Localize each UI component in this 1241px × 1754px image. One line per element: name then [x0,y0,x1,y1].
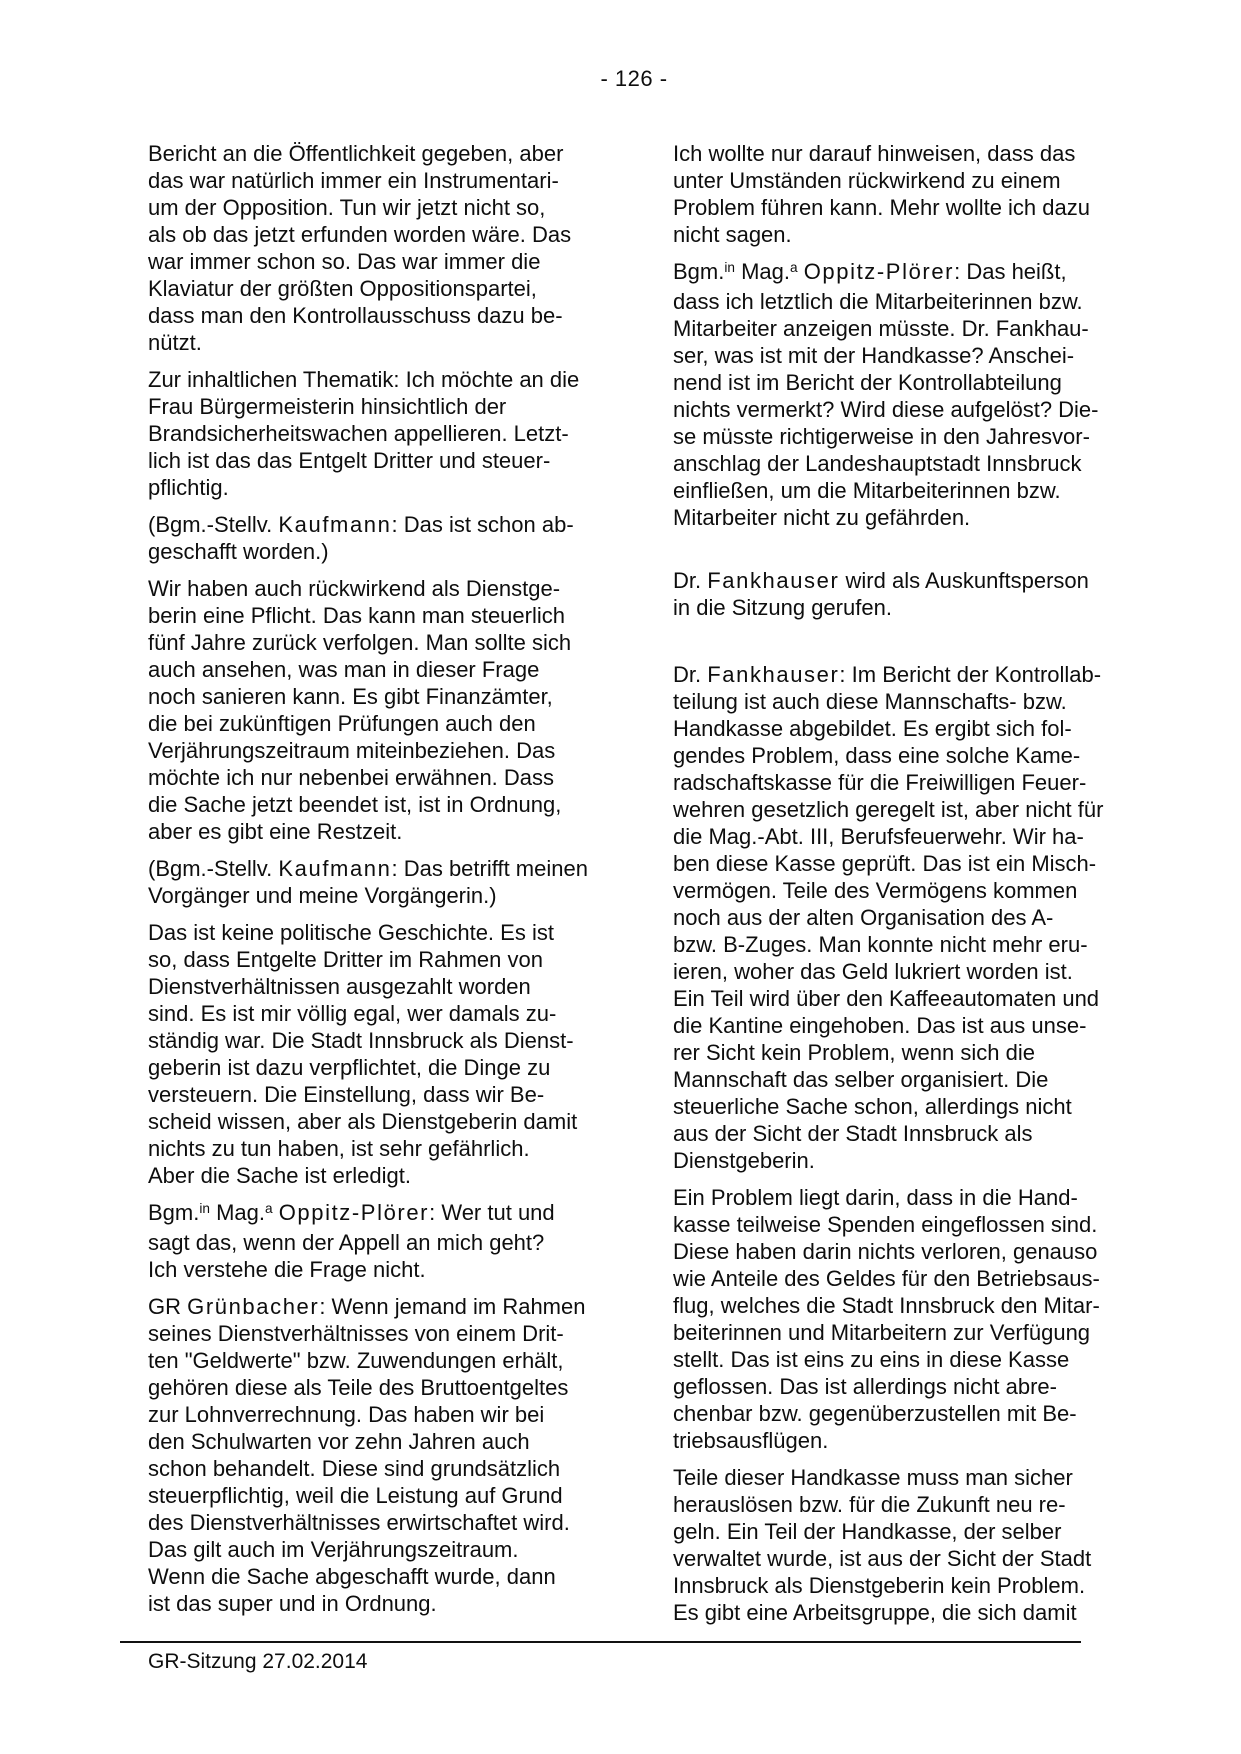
text-line: Bericht an die Öffentlichkeit gegeben, aber [148,141,564,166]
text-line: sind. Es ist mir völlig egal, wer damals zu- [148,1001,557,1026]
text-line: geschafft worden.) [148,539,329,564]
text-column-right [673,140,1121,1636]
paragraph [148,919,600,1189]
text-line: Diese haben darin nichts verloren, genauso [673,1239,1098,1264]
text-line: (Bgm.-Stellv. Kaufmann: Das ist schon ab- [148,512,574,537]
letterspaced-name: Fankhauser [707,662,840,687]
text-line: ten "Geldwerte" bzw. Zuwendungen erhält, [148,1348,564,1373]
text-line: Mitarbeiter anzeigen müsste. Dr. Fankhau- [673,316,1089,341]
text-line: scheid wissen, aber als Dienstgeberin damit [148,1109,578,1134]
paragraph [148,855,600,909]
text-line: Vorgänger und meine Vorgängerin.) [148,883,497,908]
text-line: geln. Ein Teil der Handkasse, der selber [673,1519,1062,1544]
text-line: aber es gibt eine Restzeit. [148,819,403,844]
text-line: se müsste richtigerweise in den Jahresvor- [673,424,1090,449]
text-line: Teile dieser Handkasse muss man sicher [673,1465,1073,1490]
text-line: Das ist keine politische Geschichte. Es ist [148,920,554,945]
text-line: ständig war. Die Stadt Innsbruck als Dienst- [148,1028,574,1053]
text-line: des Dienstverhältnisses erwirtschaftet wird. [148,1510,570,1535]
text-line: dass ich letztlich die Mitarbeiterinnen bzw. [673,289,1083,314]
text-line: schon behandelt. Diese sind grundsätzlich [148,1456,561,1481]
text-line: die Mag.-Abt. III, Berufsfeuerwehr. Wir ha- [673,824,1084,849]
letterspaced-name: Oppitz-Plörer [803,259,955,284]
text-line: bzw. B-Zuges. Man konnte nicht mehr eru- [673,932,1088,957]
text-line: noch aus der alten Organisation des A- [673,905,1054,930]
paragraph [673,661,1121,1174]
text-line: einfließen, um die Mitarbeiterinnen bzw. [673,478,1061,503]
text-line: herauslösen bzw. für die Zukunft neu re- [673,1492,1066,1517]
paragraph [148,1199,600,1283]
text-line: chenbar bzw. gegenüberzustellen mit Be- [673,1401,1077,1426]
text-line: nützt. [148,330,202,355]
text-line: ieren, woher das Geld lukriert worden ist. [673,959,1073,984]
text-line: Es gibt eine Arbeitsgruppe, die sich damit [673,1600,1077,1625]
text-line: auch ansehen, was man in dieser Frage [148,657,540,682]
text-line: das war natürlich immer ein Instrumentari- [148,168,559,193]
text-line: Wir haben auch rückwirkend als Dienstge- [148,576,561,601]
superscript: a [790,260,798,276]
text-line: fünf Jahre zurück verfolgen. Man sollte sich [148,630,572,655]
text-line: Aber die Sache ist erledigt. [148,1163,411,1188]
text-line: noch sanieren kann. Es gibt Finanzämter, [148,684,553,709]
text-line: radschaftskasse für die Freiwilligen Feuer- [673,770,1087,795]
stage-direction-paragraph [673,567,1121,621]
text-line: rer Sicht kein Problem, wenn sich die [673,1040,1035,1065]
superscript: in [724,260,735,276]
text-line: Ein Teil wird über den Kaffeeautomaten und [673,986,1100,1011]
text-line: versteuern. Die Einstellung, dass wir Be- [148,1082,545,1107]
paragraph [148,366,600,501]
text-line: (Bgm.-Stellv. Kaufmann: Das betrifft meinen [148,856,588,881]
text-line: war immer schon so. Das war immer die [148,249,541,274]
text-line: Wenn die Sache abgeschafft wurde, dann [148,1564,556,1589]
text-line: Zur inhaltlichen Thematik: Ich möchte an die [148,367,580,392]
text-line: Handkasse abgebildet. Es ergibt sich fol- [673,716,1072,741]
paragraph [673,140,1121,248]
text-line: beiterinnen und Mitarbeitern zur Verfügung [673,1320,1091,1345]
paragraph [673,1184,1121,1454]
text-line: dass man den Kontrollausschuss dazu be- [148,303,563,328]
text-line: so, dass Entgelte Dritter im Rahmen von [148,947,543,972]
text-line: als ob das jetzt erfunden worden wäre. Das [148,222,572,247]
paragraph [148,1293,600,1617]
text-line: Innsbruck als Dienstgeberin kein Problem. [673,1573,1086,1598]
text-line: Ein Problem liegt darin, dass in die Hand- [673,1185,1078,1210]
text-line: Bgm.$^{in}$ Mag.$^a$ Oppitz-Plörer: Das heißt, [673,259,1067,284]
text-line: die Kantine eingehoben. Das ist aus unse- [673,1013,1087,1038]
text-line: pflichtig. [148,475,229,500]
letterspaced-name: Oppitz-Plörer [278,1200,430,1225]
text-line: Dienstgeberin. [673,1148,815,1173]
paragraph [148,575,600,845]
page-number: - 126 - [600,66,668,91]
footer-text: GR-Sitzung 27.02.2014 [148,1650,368,1673]
letterspaced-name: Fankhauser [707,568,840,593]
text-line: nend ist im Bericht der Kontrollabteilung [673,370,1062,395]
text-line: ist das super und in Ordnung. [148,1591,437,1616]
letterspaced-name: Kaufmann [278,512,392,537]
text-line: in die Sitzung gerufen. [673,595,892,620]
letterspaced-name: Kaufmann [278,856,392,881]
footer-rule [120,1641,1081,1643]
text-line: Problem führen kann. Mehr wollte ich dazu [673,195,1090,220]
text-line: Bgm.$^{in}$ Mag.$^a$ Oppitz-Plörer: Wer tut und [148,1200,555,1225]
text-line: ben diese Kasse geprüft. Das ist ein Misch- [673,851,1097,876]
superscript: in [199,1201,210,1217]
text-line: um der Opposition. Tun wir jetzt nicht so, [148,195,546,220]
text-line: berin eine Pflicht. Das kann man steuerlich [148,603,565,628]
text-line: steuerpflichtig, weil die Leistung auf Grund [148,1483,563,1508]
paragraph [148,140,600,356]
text-line: möchte ich nur nebenbei erwähnen. Dass [148,765,555,790]
text-line: vermögen. Teile des Vermögens kommen [673,878,1078,903]
text-line: Dienstverhältnissen ausgezahlt worden [148,974,531,999]
paragraph [673,258,1121,531]
text-line: triebsausflügen. [673,1428,829,1453]
letterspaced-name: Grünbacher [187,1294,320,1319]
paragraph [148,511,600,565]
text-line: Dr. Fankhauser wird als Auskunftsperson [673,568,1089,593]
text-line: anschlag der Landeshauptstadt Innsbruck [673,451,1082,476]
text-line: unter Umständen rückwirkend zu einem [673,168,1061,193]
text-line: nicht sagen. [673,222,792,247]
text-line: kasse teilweise Spenden eingeflossen sind. [673,1212,1098,1237]
text-line: stellt. Das ist eins zu eins in diese Kasse [673,1347,1070,1372]
text-line: aus der Sicht der Stadt Innsbruck als [673,1121,1033,1146]
text-line: gendes Problem, dass eine solche Kame- [673,743,1081,768]
superscript: a [265,1201,273,1217]
text-line: Frau Bürgermeisterin hinsichtlich der [148,394,507,419]
text-line: wehren gesetzlich geregelt ist, aber nicht für [673,797,1104,822]
paragraph [673,1464,1121,1626]
text-line: die Sache jetzt beendet ist, ist in Ordnung, [148,792,562,817]
text-column-left [148,140,600,1627]
text-line: teilung ist auch diese Mannschafts- bzw. [673,689,1067,714]
text-line: Ich verstehe die Frage nicht. [148,1257,426,1282]
text-line: verwaltet wurde, ist aus der Sicht der Stadt [673,1546,1092,1571]
text-line: lich ist das das Entgelt Dritter und steuer- [148,448,551,473]
text-line: die bei zukünftigen Prüfungen auch den [148,711,536,736]
text-line: Verjährungszeitraum miteinbeziehen. Das [148,738,556,763]
text-line: geflossen. Das ist allerdings nicht abre- [673,1374,1057,1399]
text-line: Das gilt auch im Verjährungszeitraum. [148,1537,519,1562]
text-line: Mitarbeiter nicht zu gefährden. [673,505,971,530]
text-line: Ich wollte nur darauf hinweisen, dass das [673,141,1076,166]
text-line: gehören diese als Teile des Bruttoentgeltes [148,1375,569,1400]
text-line: Dr. Fankhauser: Im Bericht der Kontrollab- [673,662,1102,687]
text-line: flug, welches die Stadt Innsbruck den Mitar- [673,1293,1100,1318]
text-line: sagt das, wenn der Appell an mich geht? [148,1230,545,1255]
text-line: zur Lohnverrechnung. Das haben wir bei [148,1402,545,1427]
text-line: Mannschaft das selber organisiert. Die [673,1067,1049,1092]
text-line: steuerliche Sache schon, allerdings nicht [673,1094,1072,1119]
text-line: nichts vermerkt? Wird diese aufgelöst? Die- [673,397,1099,422]
text-line: den Schulwarten vor zehn Jahren auch [148,1429,530,1454]
text-line: ser, was ist mit der Handkasse? Anschei- [673,343,1075,368]
text-line: wie Anteile des Geldes für den Betriebsaus- [673,1266,1100,1291]
text-line: geberin ist dazu verpflichtet, die Dinge zu [148,1055,551,1080]
text-line: Klaviatur der größten Oppositionspartei, [148,276,537,301]
text-line: nichts zu tun haben, ist sehr gefährlich. [148,1136,530,1161]
text-line: Brandsicherheitswachen appellieren. Letzt- [148,421,569,446]
text-line: GR Grünbacher: Wenn jemand im Rahmen [148,1294,586,1319]
text-line: seines Dienstverhältnisses von einem Drit- [148,1321,564,1346]
